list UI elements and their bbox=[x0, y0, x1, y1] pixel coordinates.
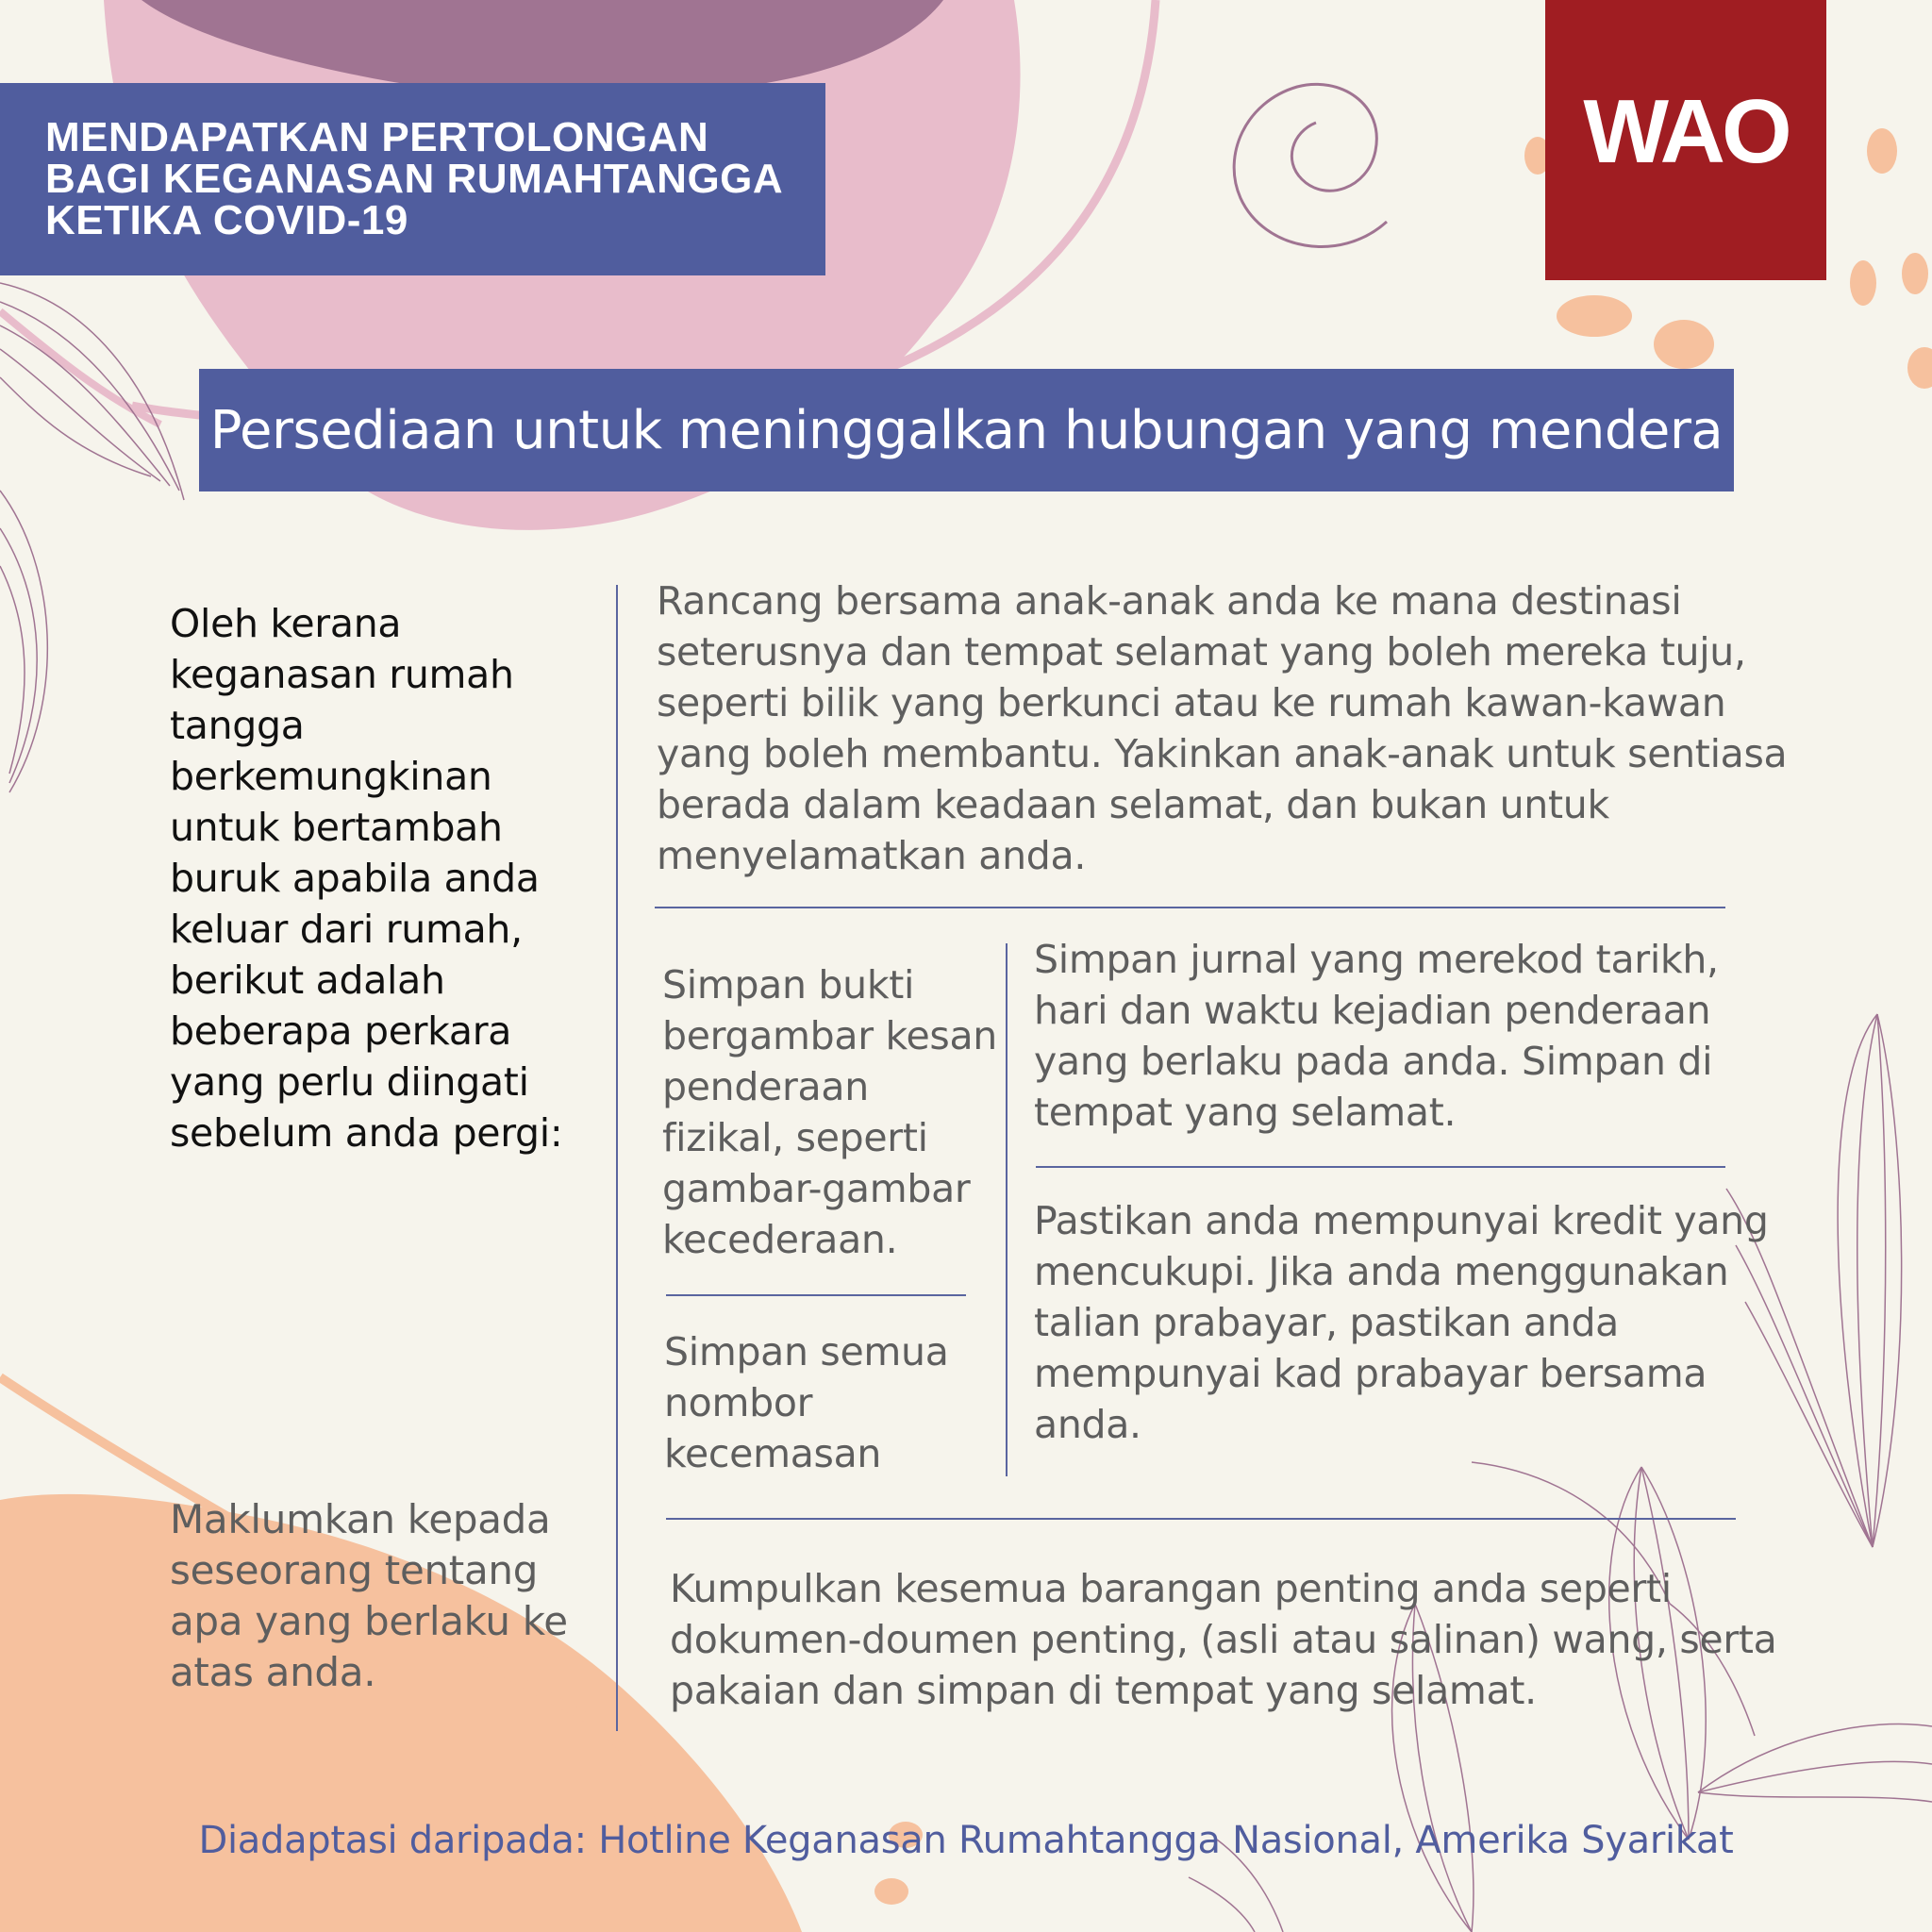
divider-under-jurnal bbox=[1036, 1166, 1725, 1168]
header-title-box bbox=[0, 83, 825, 275]
divider-above-kumpul bbox=[666, 1518, 1736, 1520]
divider-under-bukti bbox=[666, 1294, 966, 1296]
source-footer: Diadaptasi daripada: Hotline Keganasan Rumahtangga Nasional, Amerika Syarikat bbox=[198, 1819, 1734, 1862]
tip-keep-journal: Simpan jurnal yang merekod tarikh, hari dan waktu kejadian penderaan yang berlaku pada anda. Simpan di tempat yang selamat. bbox=[1034, 937, 1719, 1135]
divider-under-rancang bbox=[655, 907, 1725, 908]
leaf-decoration-left bbox=[0, 283, 184, 792]
intro-text: Oleh kerana keganasan rumah tangga berkemungkinan untuk bertambah buruk apabila anda keluar dari rumah, berikut adalah beberapa perkara yang perlu diingati sebelum anda pergi: bbox=[170, 601, 563, 1156]
spiral-decoration bbox=[1234, 84, 1387, 246]
wao-logo bbox=[1545, 0, 1826, 280]
tip-photo-evidence: Simpan bukti bergambar kesan penderaan fizikal, seperti gambar-gambar kecederaan. bbox=[662, 962, 997, 1262]
main-vertical-divider bbox=[616, 585, 618, 1731]
tip-emergency-numbers: Simpan semua nombor kecemasan bbox=[664, 1329, 949, 1476]
title-line-2: BAGI KEGANASAN RUMAHTANGGA bbox=[45, 156, 784, 202]
title-line-1: MENDAPATKAN PERTOLONGAN bbox=[45, 114, 709, 160]
subtitle-box bbox=[199, 369, 1734, 491]
inner-vertical-divider bbox=[1006, 943, 1008, 1476]
title-line-3: KETIKA COVID-19 bbox=[45, 197, 408, 243]
subtitle: Persediaan untuk meninggalkan hubungan yang mendera bbox=[209, 399, 1724, 461]
tip-phone-credit: Pastikan anda mempunyai kredit yang mencukupi. Jika anda menggunakan talian prabayar, pastikan anda mempunyai kad prabayar bersama anda. bbox=[1034, 1198, 1769, 1447]
tip-plan-with-children: Rancang bersama anak-anak anda ke mana destinasi seterusnya dan tempat selamat yang boleh mereka tuju, seperti bilik yang berkunci atau ke rumah kawan-kawan yang boleh membantu. Yakinkan anak-anak untuk sentiasa berada dalam keadaan selamat, dan bukan untuk menyelamatkan anda. bbox=[657, 578, 1788, 878]
leaf-decoration-right bbox=[1189, 1014, 1932, 1932]
logo-text: WAO bbox=[1583, 81, 1789, 182]
tip-gather-essentials: Kumpulkan kesemua barangan penting anda seperti dokumen-doumen penting, (asli atau salinan) wang, serta pakaian dan simpan di tempat yang selamat. bbox=[670, 1566, 1777, 1713]
inform-someone-tip: Maklumkan kepada seseorang tentang apa yang berlaku ke atas anda. bbox=[170, 1496, 568, 1695]
